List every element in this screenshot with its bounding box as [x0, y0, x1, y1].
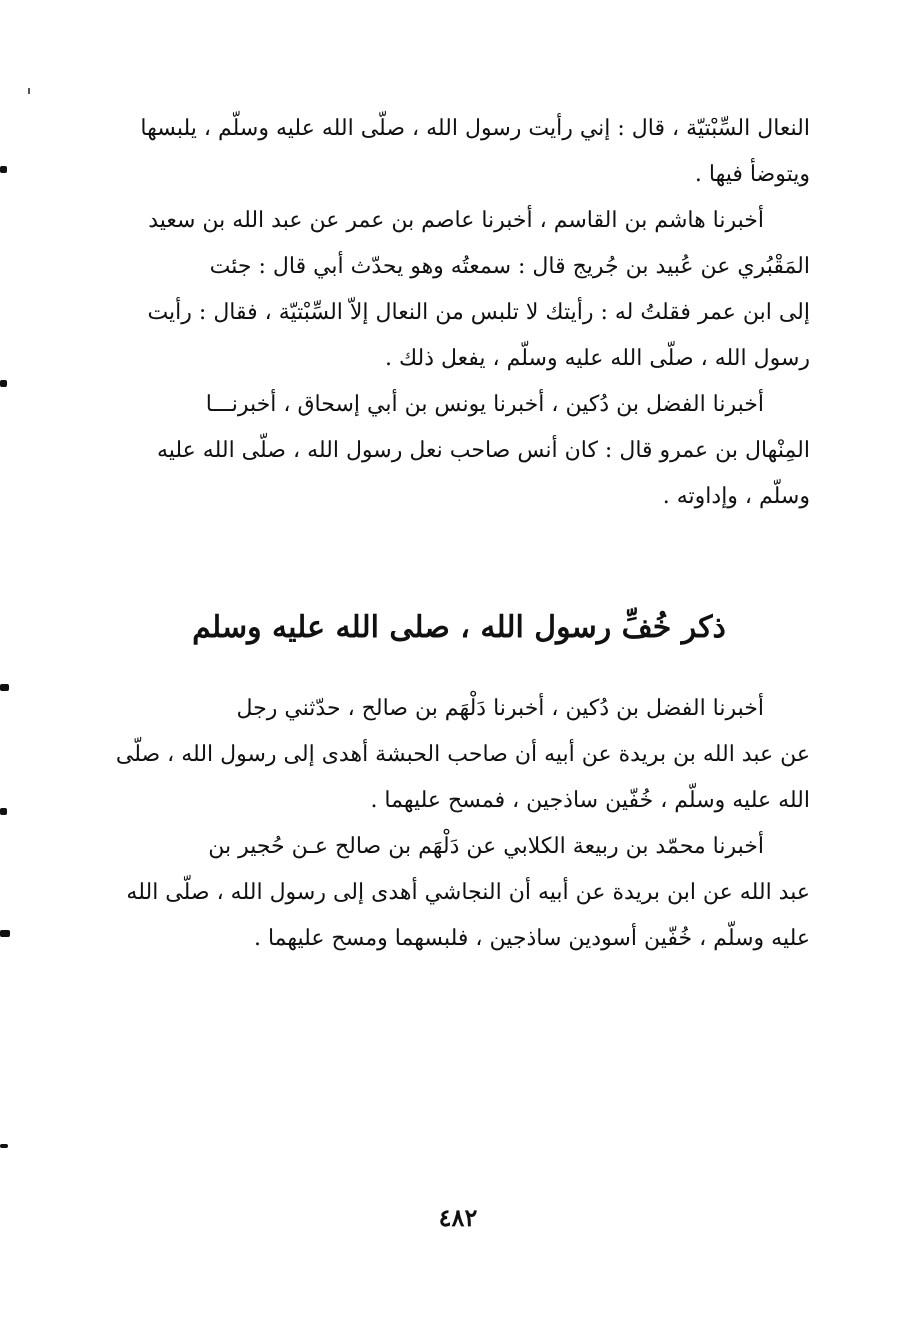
page-number: ٤٨٢ — [438, 1203, 478, 1232]
paragraph — [108, 686, 810, 824]
text-line: المَقْبُري عن عُبيد بن جُريج قال : سمعتُه وهو يحدّث أبي قال : جئت — [209, 254, 810, 279]
text-line: النعال السِّبْتيّة ، قال : إني رأيت رسول الله ، صلّى الله عليه وسلّم ، يلبسها — [140, 116, 810, 141]
text-line: أخبرنا الفضل بن دُكين ، أخبرنا يونس بن أبي إسحاق ، أخبرنـــا — [205, 392, 764, 417]
text-line: المِنْهال بن عمرو قال : كان أنس صاحب نعل رسول الله ، صلّى الله عليه — [156, 438, 810, 463]
scan-edge-mark — [0, 166, 7, 173]
scan-speck — [28, 88, 30, 94]
body-text-top — [108, 106, 810, 520]
text-line: ويتوضأ فيها . — [694, 162, 810, 187]
paragraph — [108, 382, 810, 520]
scan-edge-mark — [0, 380, 7, 387]
text-line: عليه وسلّم ، خُفّين أسودين ساذجين ، فلبسهما ومسح عليهما . — [253, 926, 810, 951]
scan-edge-mark — [0, 808, 7, 815]
scan-edge-mark — [0, 684, 9, 691]
text-line: الله عليه وسلّم ، خُفّين ساذجين ، فمسح عليهما . — [370, 788, 810, 813]
body-text-bottom — [108, 686, 810, 962]
text-line: رسول الله ، صلّى الله عليه وسلّم ، يفعل ذلك . — [384, 346, 810, 371]
scan-edge-mark — [0, 1144, 8, 1148]
section-heading: ذكر خُفِّ رسول الله ، صلى الله عليه وسلم — [192, 610, 726, 645]
text-line: عبد الله عن ابن بريدة عن أبيه أن النجاشي أهدى إلى رسول الله ، صلّى الله — [126, 880, 810, 905]
text-line: عن عبد الله بن بريدة عن أبيه أن صاحب الحبشة أهدى إلى رسول الله ، صلّى — [115, 742, 810, 767]
text-line: أخبرنا هاشم بن القاسم ، أخبرنا عاصم بن عمر عن عبد الله بن سعيد — [148, 208, 764, 233]
scan-edge-mark — [0, 930, 10, 937]
text-line: أخبرنا محمّد بن ربيعة الكلابي عن دَلْهَم بن صالح عـن حُجير بن — [208, 834, 764, 859]
text-line: أخبرنا الفضل بن دُكين ، أخبرنا دَلْهَم بن صالح ، حدّثني رجل — [236, 696, 764, 721]
text-line: وسلّم ، وإداوته . — [662, 484, 810, 509]
paragraph — [108, 198, 810, 382]
paragraph — [108, 106, 810, 198]
paragraph — [108, 824, 810, 962]
text-line: إلى ابن عمر فقلتُ له : رأيتك لا تلبس من النعال إلاّ السِّبْتيّة ، فقال : رأيت — [147, 300, 810, 325]
